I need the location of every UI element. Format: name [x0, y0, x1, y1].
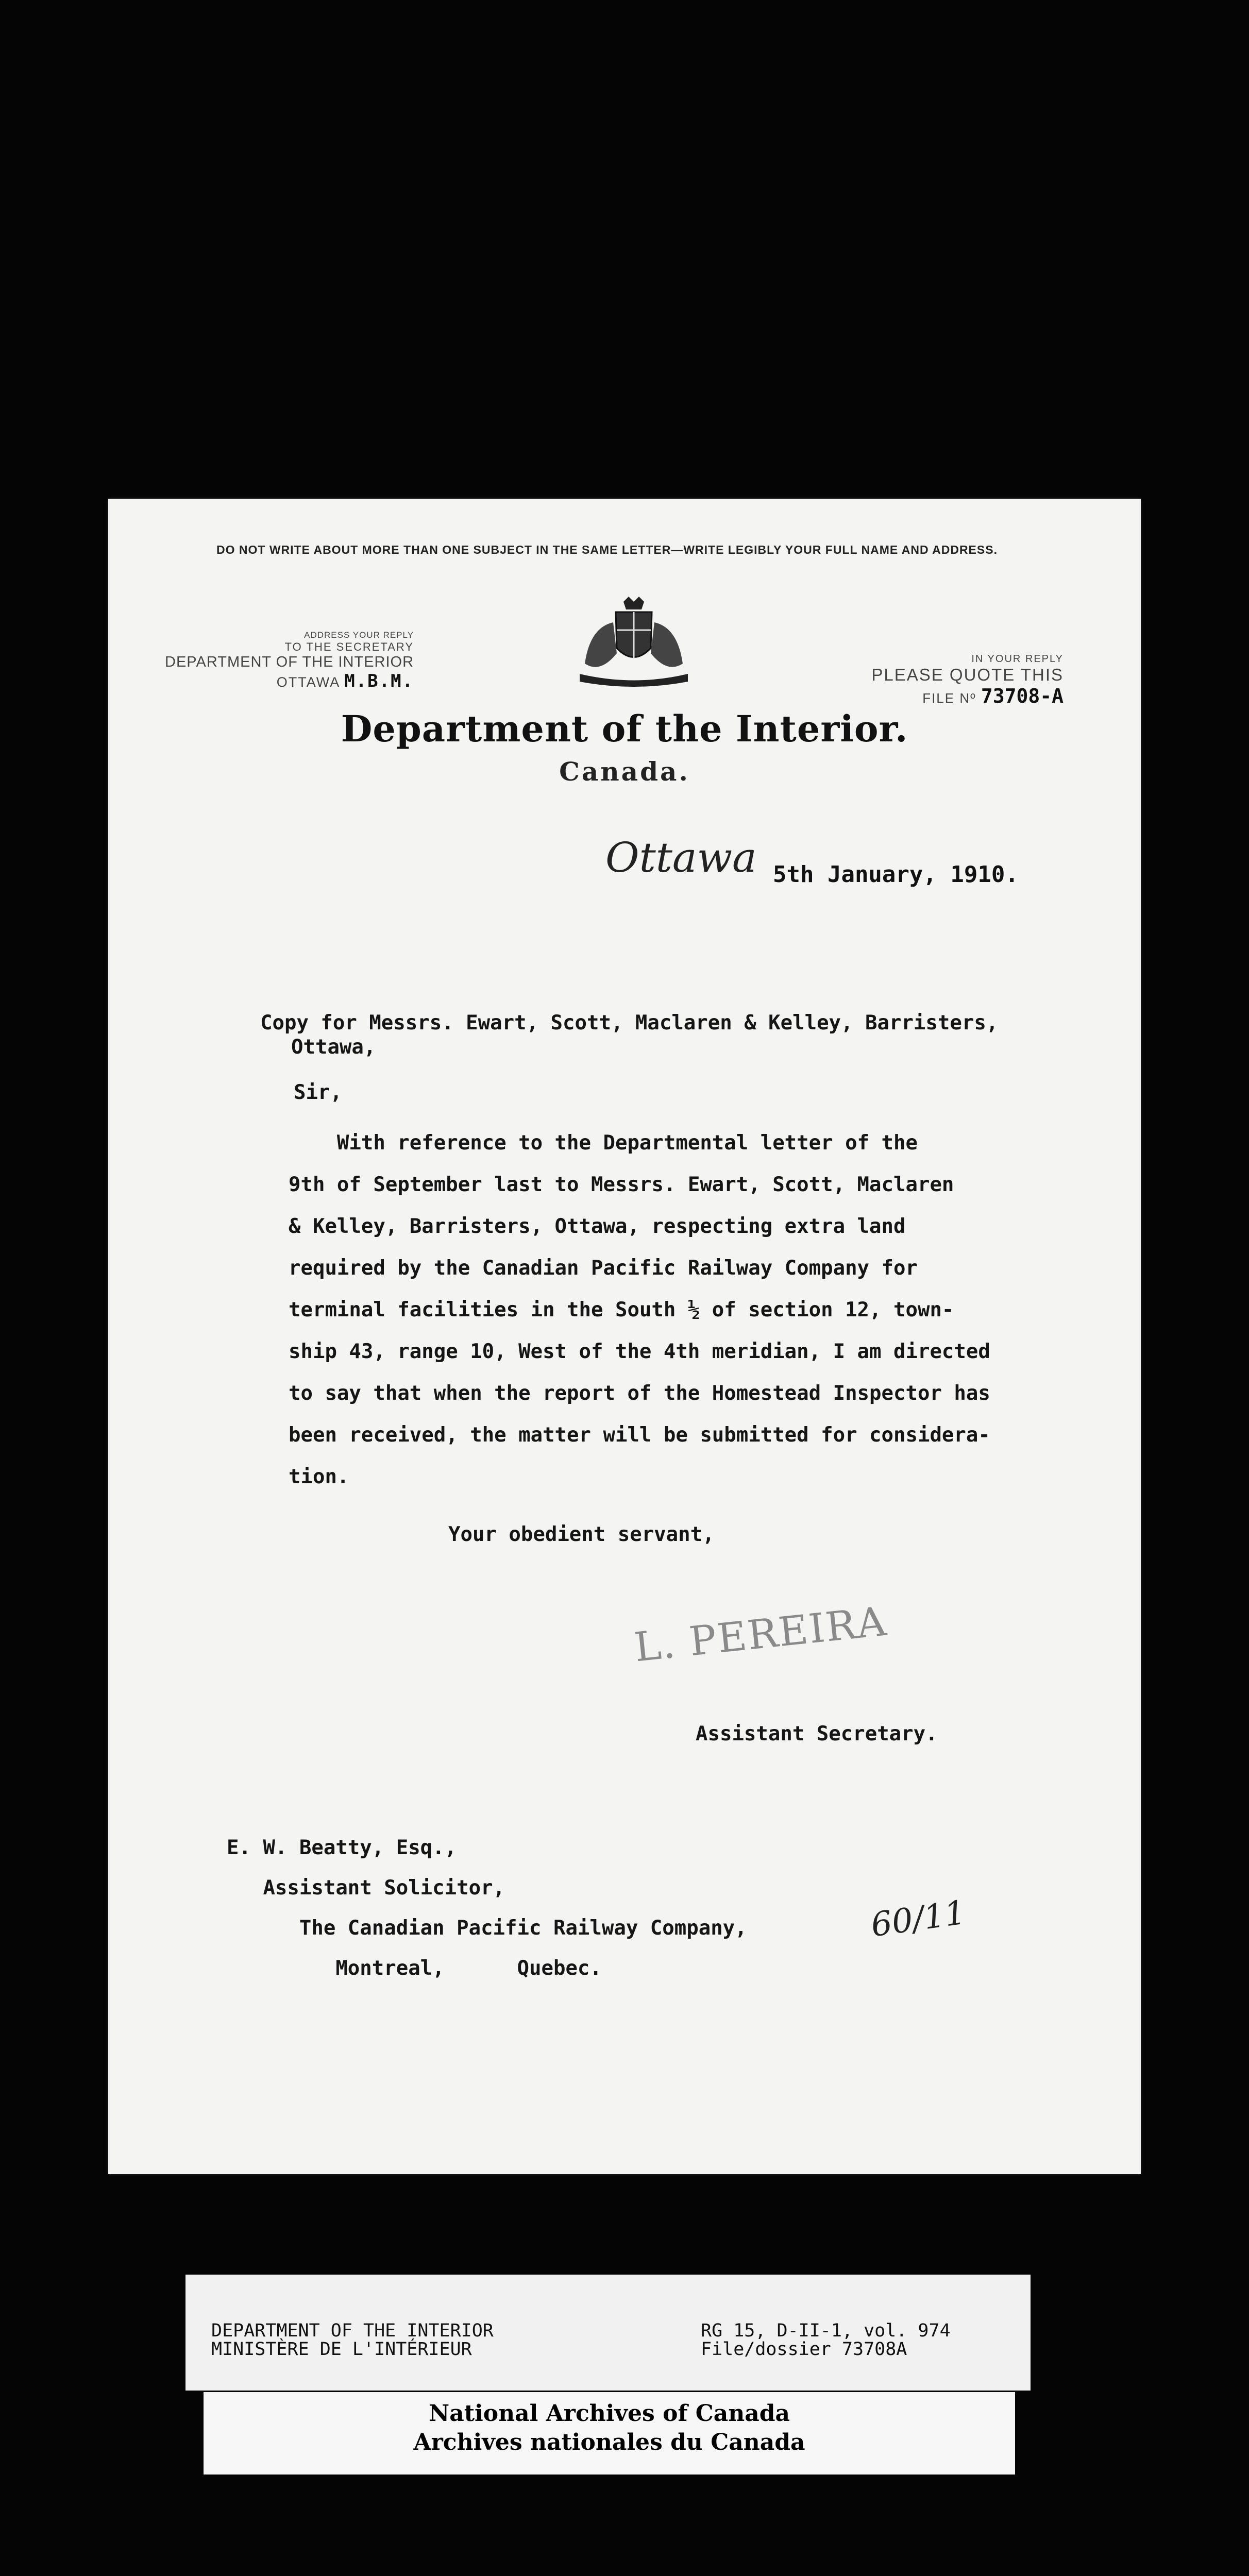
archive-reference-label: [185, 2275, 1031, 2391]
copy-recipient-city: Ottawa,: [291, 1036, 376, 1059]
body-line: 9th of September last to Messrs. Ewart, Scott, Maclaren: [289, 1173, 954, 1196]
body-line: required by the Canadian Pacific Railway Company for: [289, 1257, 918, 1280]
letter-date: 5th January, 1910.: [773, 861, 1019, 888]
file-number-label: FILE Nº: [922, 690, 976, 706]
file-number: 73708-A: [981, 685, 1064, 707]
quote-file-line: IN YOUR REPLY: [971, 653, 1064, 665]
letterhead-notice: DO NOT WRITE ABOUT MORE THAN ONE SUBJECT IN THE SAME LETTER—WRITE LEGIBLY YOUR FULL NAME AND ADDRESS.: [216, 543, 998, 556]
letter-page: [108, 499, 1141, 2174]
archive-dept-fr: MINISTÈRE DE L'INTÉRIEUR: [211, 2339, 472, 2360]
department-subtitle: Canada.: [559, 756, 690, 787]
archive-file-reference: File/dossier 73708A: [701, 2339, 907, 2360]
clerk-initials: M.B.M.: [344, 671, 414, 691]
reply-address-line: TO THE SECRETARY: [284, 640, 414, 653]
archive-credit-fr: Archives nationales du Canada: [413, 2429, 805, 2455]
reply-address-line: ADDRESS YOUR REPLY: [304, 630, 414, 640]
addressee-block: [227, 1828, 747, 1989]
addressee-line: E. W. Beatty, Esq.,: [227, 1836, 457, 1859]
handwritten-initials: 60/11: [868, 1893, 968, 1945]
reply-address-line: DEPARTMENT OF THE INTERIOR: [165, 654, 414, 670]
quote-file-block: [871, 653, 1064, 707]
archive-credit-en: National Archives of Canada: [428, 2400, 790, 2427]
signature-stamp: L. PEREIRA: [632, 1598, 889, 1671]
reply-address-block: [165, 630, 414, 691]
archive-dept-en: DEPARTMENT OF THE INTERIOR: [211, 2320, 494, 2341]
body-line: been received, the matter will be submitted for considera-: [289, 1423, 990, 1447]
body-line: to say that when the report of the Homestead Inspector has: [289, 1382, 990, 1405]
body-line: terminal facilities in the South ½ of section 12, town-: [289, 1298, 954, 1321]
letter-place: Ottawa: [605, 834, 757, 882]
closing: Your obedient servant,: [448, 1523, 715, 1546]
archive-rg-reference: RG 15, D-II-1, vol. 974: [701, 2320, 951, 2341]
body-line: ship 43, range 10, West of the 4th meridian, I am directed: [289, 1340, 990, 1363]
letter-body: [289, 1122, 990, 1498]
body-line: tion.: [289, 1465, 349, 1488]
copy-recipient-line: Copy for Messrs. Ewart, Scott, Maclaren & Kelley, Barristers,: [260, 1011, 999, 1035]
addressee-line: Montreal, Quebec.: [227, 1957, 602, 1980]
reply-address-city: OTTAWA: [276, 674, 340, 690]
signatory-title: Assistant Secretary.: [696, 1722, 938, 1745]
quote-file-line: PLEASE QUOTE THIS: [871, 665, 1064, 684]
department-title: Department of the Interior.: [341, 707, 908, 750]
salutation: Sir,: [294, 1081, 342, 1104]
body-line: & Kelley, Barristers, Ottawa, respecting extra land: [289, 1215, 906, 1238]
addressee-line: Assistant Solicitor,: [227, 1876, 505, 1900]
body-line: With reference to the Departmental letter of the: [289, 1131, 918, 1155]
addressee-line: The Canadian Pacific Railway Company,: [227, 1917, 747, 1940]
archive-credit-label: [204, 2392, 1015, 2475]
royal-crest-icon: [575, 597, 693, 691]
